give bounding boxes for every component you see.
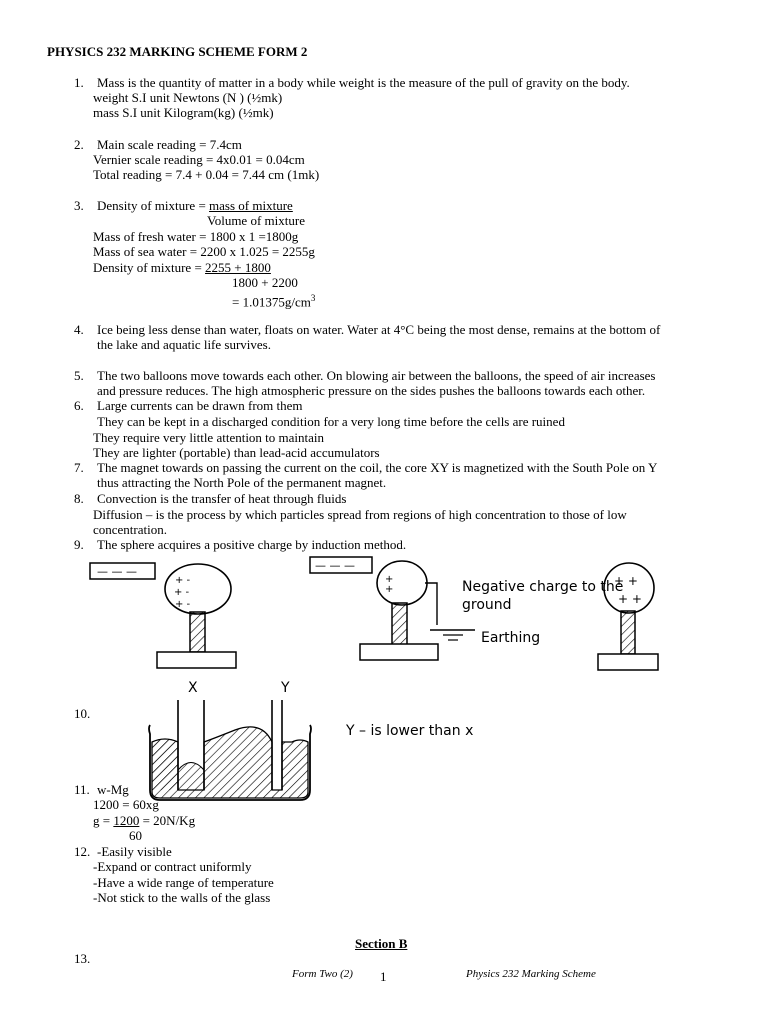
- base-b: [360, 644, 438, 660]
- svg-text:+ +: + +: [618, 592, 642, 606]
- q11-number: 11.: [74, 782, 90, 797]
- q1-number: 1.: [74, 75, 84, 90]
- q12-line2: -Expand or contract uniformly: [93, 859, 252, 874]
- liquid: [152, 727, 308, 798]
- q8-line2: Diffusion – is the process by which particles spread from regions of high concentration to those of low: [93, 507, 627, 522]
- q6-line4: They are lighter (portable) than lead-acid accumulators: [93, 445, 380, 460]
- q10-label-x: X: [188, 680, 198, 696]
- q6-line1: Large currents can be drawn from them: [97, 398, 303, 413]
- q8-number: 8.: [74, 491, 84, 506]
- q4-number: 4.: [74, 322, 84, 337]
- q9-line1: The sphere acquires a positive charge by induction method.: [97, 537, 407, 552]
- footer-left: Form Two (2): [292, 968, 353, 980]
- q2-number: 2.: [74, 137, 84, 152]
- q8-line3: concentration.: [93, 522, 167, 537]
- q7-number: 7.: [74, 460, 84, 475]
- svg-text:+: +: [385, 584, 394, 595]
- q11-line3: g = 1200 = 20N/Kg: [93, 813, 196, 828]
- q1-line3: mass S.I unit Kilogram(kg) (½mk): [93, 105, 274, 120]
- q3-line2: Mass of fresh water = 1800 x 1 =1800g: [93, 229, 299, 244]
- insulating-stand-a: [190, 612, 205, 652]
- induction-diagram-b: [310, 557, 475, 660]
- q13-number: 13.: [74, 951, 91, 966]
- q2-line2: Vernier scale reading = 4x0.01 = 0.04cm: [93, 152, 305, 167]
- insulating-stand-c: [621, 611, 635, 654]
- q8-line1: Convection is the transfer of heat through fluids: [97, 491, 347, 506]
- capillary-diagram: [149, 700, 311, 800]
- section-b-heading: Section B: [355, 936, 408, 951]
- q9-number: 9.: [74, 537, 84, 552]
- q3-line3: Mass of sea water = 2200 x 1.025 = 2255g: [93, 244, 315, 259]
- q12-number: 12.: [74, 844, 91, 859]
- q5-line2: and pressure reduces. The high atmospheric pressure on the sides pushes the balloons towards each other.: [97, 383, 646, 398]
- rod-a-charges: — — —: [97, 565, 137, 578]
- q3-number: 3.: [74, 198, 84, 213]
- q3-denominator: Volume of mixture: [207, 213, 305, 228]
- q3-result: = $1.01375g/cm^3$: [232, 293, 316, 310]
- rod-b-charges: — — —: [315, 559, 355, 572]
- q9-label-negative-2: ground: [462, 597, 512, 613]
- footer-right: Physics 232 Marking Scheme: [466, 968, 596, 980]
- svg-text:+ -: + -: [175, 599, 191, 610]
- q5-line1: The two balloons move towards each other. On blowing air between the balloons, the speed of air increases: [97, 368, 656, 383]
- q3-line4-denominator: 1800 + 2200: [232, 275, 298, 290]
- q12-line4: -Not stick to the walls of the glass: [93, 890, 271, 905]
- q2-line3: Total reading = 7.4 + 0.04 = 7.44 cm (1mk): [93, 167, 320, 182]
- q6-line3: They require very little attention to maintain: [93, 430, 325, 445]
- q12-line1: -Easily visible: [97, 844, 172, 859]
- q6-number: 6.: [74, 398, 84, 413]
- q2-line1: Main scale reading = 7.4cm: [97, 137, 242, 152]
- sphere-b-charges: +: [385, 574, 394, 585]
- q9-label-earthing: Earthing: [481, 630, 541, 646]
- q6-line2: They can be kept in a discharged condition for a very long time before the cells are ruined: [97, 414, 565, 429]
- q10-number: 10.: [74, 706, 91, 721]
- footer-page-number: 1: [380, 969, 387, 984]
- q9-label-negative-1: Negative charge to the: [462, 579, 624, 595]
- q7-line2: thus attracting the North Pole of the permanent magnet.: [97, 475, 387, 490]
- q4-line1: Ice being less dense than water, floats on water. Water at 4°C being the most dense, remains at the bottom of: [97, 322, 661, 337]
- q1-line1: Mass is the quantity of matter in a body while weight is the measure of the pull of gravity on the body.: [97, 75, 630, 90]
- q12-line3: -Have a wide range of temperature: [93, 875, 274, 890]
- q11-line4: 60: [129, 828, 142, 843]
- svg-text:+ -: + -: [174, 587, 190, 598]
- q5-number: 5.: [74, 368, 84, 383]
- page-title: PHYSICS 232 MARKING SCHEME FORM 2: [47, 44, 308, 59]
- q10-answer: Y – is lower than x: [346, 723, 474, 739]
- q3-line4: Density of mixture = 2255 + 1800: [93, 260, 271, 275]
- sphere-c-charges: + +: [614, 574, 638, 588]
- q10-label-y: Y: [281, 680, 290, 696]
- q11-line1: w-Mg: [97, 782, 129, 797]
- base-a: [157, 652, 236, 668]
- q3-line1: Density of mixture = mass of mixture: [97, 198, 293, 213]
- q1-line2: weight S.I unit Newtons (N ) (½mk): [93, 90, 283, 105]
- tube-x-liquid: [178, 763, 204, 791]
- induction-diagram-a: [90, 563, 236, 668]
- q7-line1: The magnet towards on passing the current on the coil, the core XY is magnetized with the South Pole on Y: [97, 460, 658, 475]
- insulating-stand-b: [392, 603, 407, 645]
- base-c: [598, 654, 658, 670]
- sphere-a-charges: + -: [175, 575, 191, 586]
- q11-line2: 1200 = 60xg: [93, 797, 159, 812]
- q4-line2: the lake and aquatic life survives.: [97, 337, 271, 352]
